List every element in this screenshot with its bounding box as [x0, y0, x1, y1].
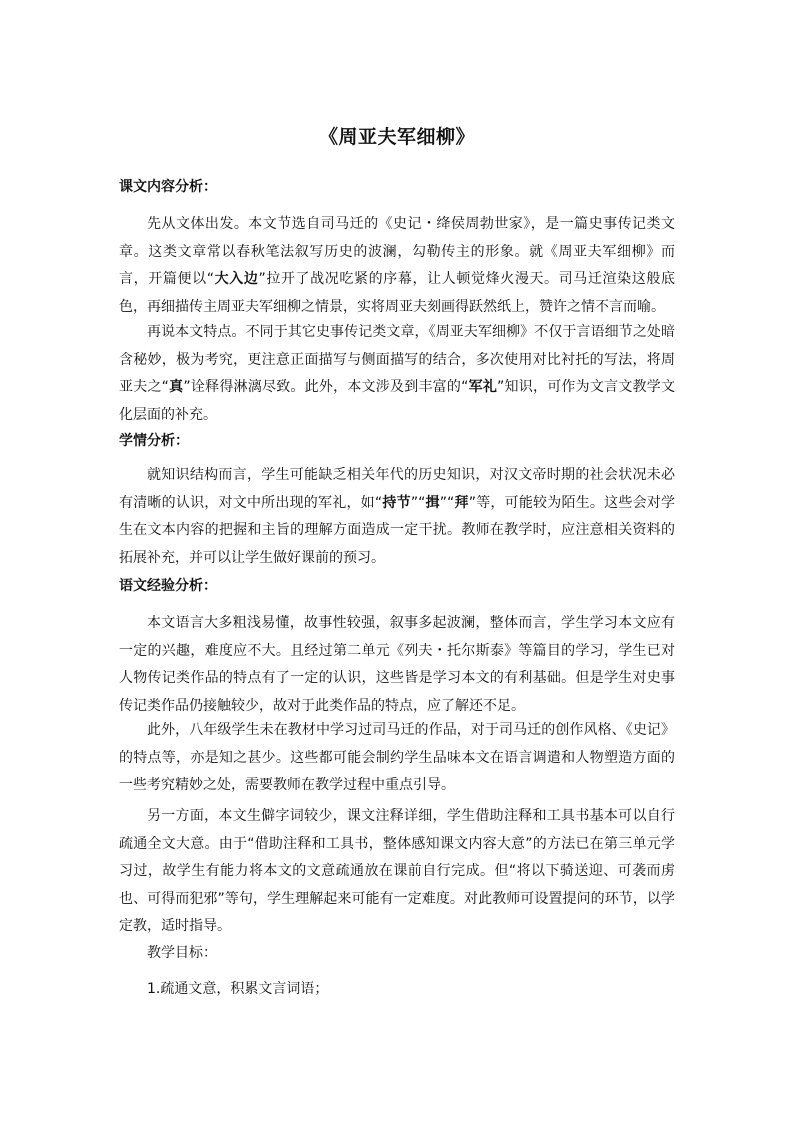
paragraph-students-1: 就知识结构而言，学生可能缺乏相关年代的历史知识，对汉文帝时期的社会状况未必有清晰的认识，对文中所出现的军礼，如“持节”“揖”“拜”等，可能较为陌生。这些会对学生在文本内容的把握和主旨的理解方面造成一定干扰。教师在教学时，应注意相关资料的拓展补充，并可以让学生做好课前的预习。 — [119, 467, 675, 566]
paragraph-experience-1: 本文语言大多粗浅易懂，故事性较强，叙事多起波澜，整体而言，学生学习本文应有一定的兴趣，难度应不大。且经过第二单元《列夫・托尔斯泰》等篇目的学习，学生已对人物传记类作品的特点有了一定的认识，这些皆是学习本文的有利基础。但是学生对史事传记类作品仍接触较少，故对于此类作品的特点，应了解还不足。 — [119, 615, 675, 714]
section-heading-students: 学情分析： — [119, 433, 189, 449]
section-heading-experience: 语文经验分析： — [119, 578, 217, 594]
paragraph-content-2: 再说本文特点。不同于其它史事传记类文章，《周亚夫军细柳》不仅于言语细节之处暗含秘妙，极为考究，更注意正面描写与侧面描写的结合，多次使用对比衬托的写法，将周亚夫之“真”诠释得淋漓尽致。此外，本文涉及到丰富的“军礼”知识，可作为文言文教学文化层面的补充。 — [119, 324, 675, 423]
paragraph-content-1: 先从文体出发。本文节选自司马迁的《史记・绛侯周勃世家》，是一篇史事传记类文章。这类文章常以春秋笔法叙写历史的波澜，勾勒传主的形象。就《周亚夫军细柳》而言，开篇便以“大入边”拉开了战况吃紧的序幕，让人顿觉烽火漫天。司马迁渲染这般底色，再细描传主周亚夫军细柳之情景，实将周亚夫刻画得跃然纸上，赞许之情不言而喻。 — [119, 216, 675, 315]
teaching-goal-item-1: 1.疏通文意，积累文言词语； — [147, 981, 329, 997]
teaching-goals-label: 教学目标： — [147, 945, 217, 961]
section-heading-content: 课文内容分析： — [119, 179, 217, 195]
document-title: 《周亚夫军细柳》 — [318, 126, 475, 148]
paragraph-experience-2: 此外，八年级学生未在教材中学习过司马迁的作品，对于司马迁的创作风格、《史记》的特点等，亦是知之甚少。这些都可能会制约学生品味本文在语言调遣和人物塑造方面的一些考究精妙之处，需要教师在教学过程中重点引导。 — [119, 722, 675, 793]
paragraph-experience-3: 另一方面，本文生僻字词较少，课文注释详细，学生借助注释和工具书基本可以自行疏通全文大意。由于“借助注释和工具书，整体感知课文内容大意”的方法已在第三单元学习过，故学生有能力将本文的文意疏通放在课前自行完成。但“将以下骑送迎、可袭而虏也、可得而犯邪”等句，学生理解起来可能有一定难度。对此教师可设置提问的环节，以学定教，适时指导。 — [119, 808, 675, 934]
